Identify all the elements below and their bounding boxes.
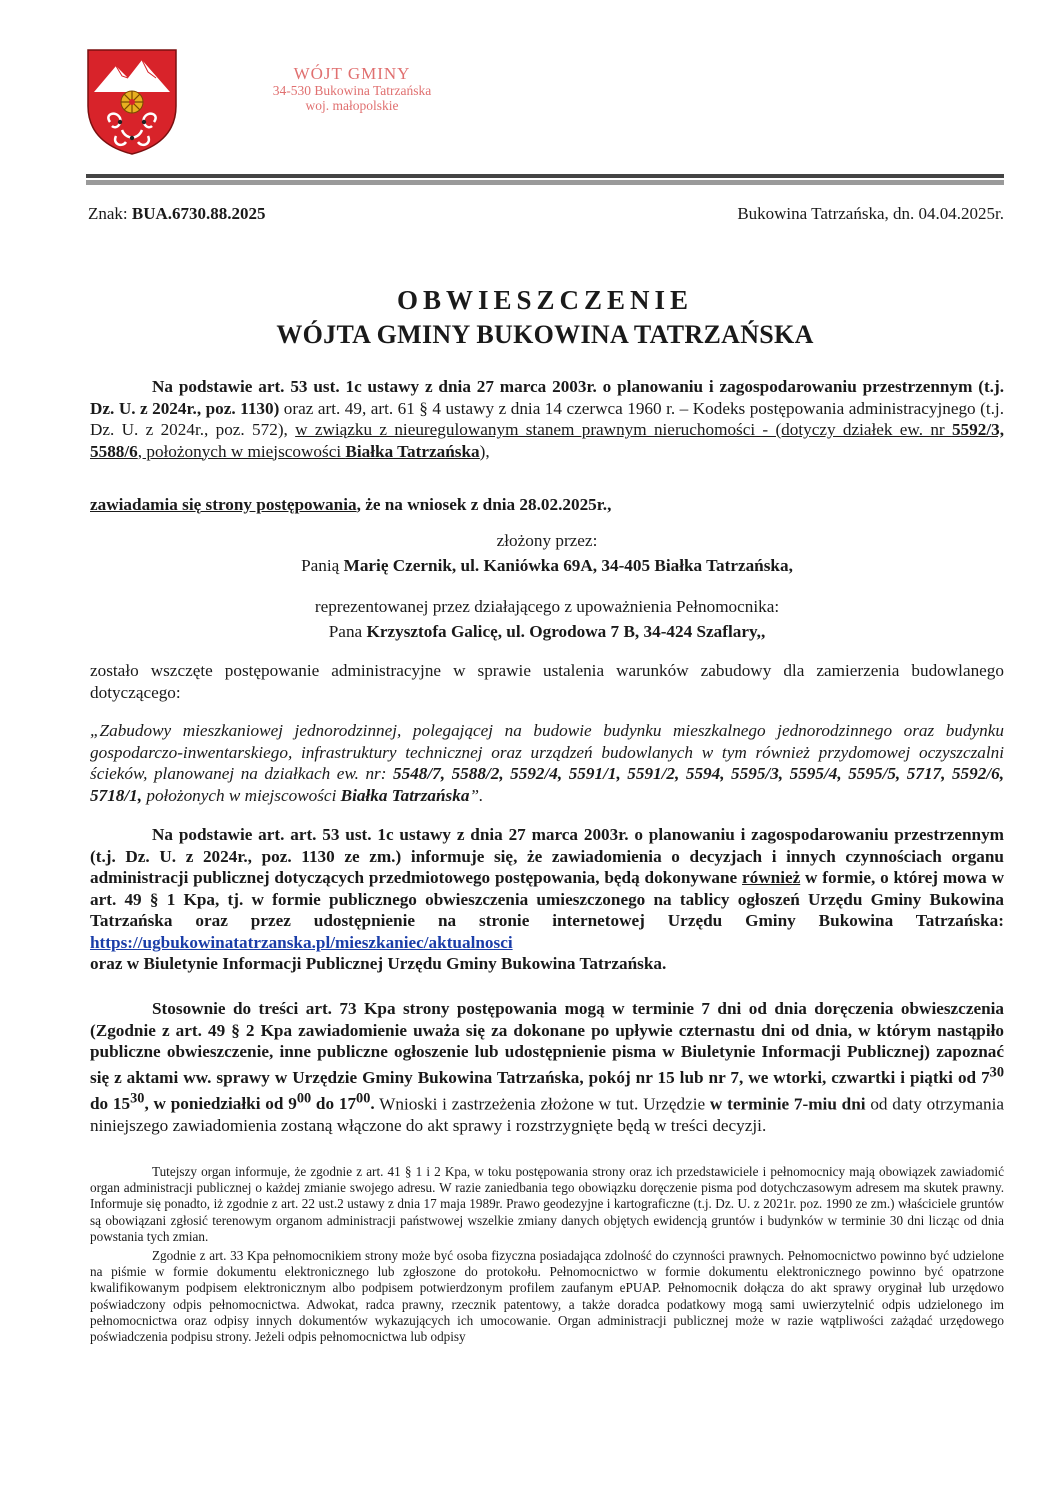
website-link[interactable]: https://ugbukowinatatrzanska.pl/mieszkaniec/aktualnosci: [90, 932, 513, 952]
intro-paragraph: Na podstawie art. 53 ust. 1c ustawy z dnia 27 marca 2003r. o planowaniu i zagospodarowaniu przestrzennym (t.j. Dz. U. z 2024r., poz. 1130) oraz art. 49, art. 61 § 4 ustawy z dnia 14 czerwca 1960 r. – Kodeks postępowania administracyjnego (t.j. Dz. U. z 2024r., poz. 572), w związku z nieuregulowanym stanem prawnym nieruchomości - (dotyczy działek ew. nr 5592/3, 5588/6, położonych w miejscowości Białka Tatrzańska),: [90, 377, 1005, 461]
representative-block: [90, 596, 1004, 642]
stamp-line-1: WÓJT GMINY: [293, 64, 411, 83]
header-divider-bottom: [86, 180, 1004, 185]
stamp-line-2: 34-530 Bukowina Tatrzańska: [272, 83, 432, 99]
notice-paragraph: zawiadamia się strony postępowania, że na wniosek z dnia 28.02.2025r.,: [90, 495, 612, 514]
document-subtitle: WÓJTA GMINY BUKOWINA TATRZAŃSKA: [276, 320, 814, 349]
header-divider-top: [86, 174, 1004, 178]
representative-label: reprezentowanej przez działającego z upoważnienia Pełnomocnika:: [314, 597, 780, 616]
document-title: OBWIESZCZENIE: [396, 285, 694, 315]
applicant-block: [90, 530, 1004, 576]
document-date: Bukowina Tatrzańska, dn. 04.04.2025r.: [737, 204, 1004, 223]
footnote-power-of-attorney: Zgodnie z art. 33 Kpa pełnomocnikiem strony może być osoba fizyczna posiadająca zdolność do czynności prawnych. Pełnomocnictwo powinno być udzielone na piśmie w formie dokumentu elektronicznego lub zgłoszone do protokołu. Pełnomocnictwo w formie dokumentu elektronicznego powinno być opatrzone kwalifikowanym podpisem elektronicznym albo podpisem potwierdzonym profilem zaufanym ePUAP. Pełnomocnik dołącza do akt sprawy oryginał lub urzędowo poświadczony odpis pełnomocnictwa. Adwokat, radca prawny, rzecznik patentowy, a także doradca podatkowy mogą sami uwierzytelnić odpis udzielonego im pełnomocnictwa oraz odpisy innych dokumentów wykazujących ich umocowanie. Organ administracji publicznej może w razie wątpliwości zażądać urzędowego poświadczenia podpisu strony. Jeżeli odpis pełnomocnictwa lub odpisy: [90, 1248, 1004, 1345]
initiated-paragraph: zostało wszczęte postępowanie administracyjne w sprawie ustalenia warunków zabudowy dla zamierzenia budowlanego dotyczącego:: [90, 661, 1004, 702]
reference-number: Znak: BUA.6730.88.2025: [88, 204, 266, 223]
stamp-line-3: woj. małopolskie: [305, 98, 399, 114]
coat-of-arms-logo: [86, 48, 178, 156]
office-stamp: [232, 64, 472, 113]
representative-name: Pana Krzysztofa Galicę, ul. Ogrodowa 7 B, 34-424 Szaflary,,: [328, 621, 766, 641]
applicant-name: Panią Marię Czernik, ul. Kaniówka 69A, 34-405 Białka Tatrzańska,: [301, 555, 793, 575]
applicant-label: złożony przez:: [496, 531, 598, 550]
rights-paragraph: Stosownie do treści art. 73 Kpa strony postępowania mogą w terminie 7 dni od dnia doręczenia obwieszczenia (Zgodnie z art. 49 § 2 Kpa zawiadomienie uważa się za dokonane po upływie czternastu dni od dnia, w którym nastąpiło publiczne obwieszczenie, inne publiczne ogłoszenie lub udostępnienie pisma w Biuletynie Informacji Publicznej) zapoznać się z aktami ww. sprawy w Urzędzie Gminy Bukowina Tatrzańska, pokój nr 15 lub nr 7, we wtorki, czwartki i piątki od $7^{30}$ do $15^{30}$, w poniedziałki od $9^{00}$ do $17^{00}$. Wnioski i zastrzeżenia złożone w tut. Urzędzie w terminie 7-miu dni od daty otrzymania niniejszego zawiadomienia zostaną włączone do akt sprawy i rozstrzygnięte będą w treści decyzji.: [90, 999, 1004, 1135]
footnote-address-change: Tutejszy organ informuje, że zgodnie z art. 41 § 1 i 2 Kpa, w toku postępowania strony oraz ich przedstawiciele i pełnomocnicy mają obowiązek zawiadomić organ administracji publicznej o każdej zmianie swojego adresu. W razie zaniedbania tego obowiązku doręczenie pisma pod dotychczasowym adresem ma skutek prawny. Informuje się ponadto, iż zgodnie z art. 22 ust.2 ustawy z dnia 17 maja 1989r. Prawo geodezyjne i kartograficzne (t.j. Dz. U. z 2021r. poz. 1990 ze zm.) właściciele gruntów są obowiązani zgłosić terenowym organom administracji państwowej wszelkie zmiany danych objętych ewidencją gruntów i budynków w terminie 30 dni licząc od dnia powstania tych zmian.: [90, 1164, 1004, 1244]
information-paragraph: Na podstawie art. art. 53 ust. 1c ustawy z dnia 27 marca 2003r. o planowaniu i zagospodarowaniu przestrzennym (t.j. Dz. U. z 2024r., poz. 1130 ze zm.) informuje się, że zawiadomienia o decyzjach i innych czynnościach organu administracji publicznej dotyczących przedmiotowego postępowania, będą dokonywane również w formie, o której mowa w art. 49 § 1 Kpa, tj. w formie publicznego obwieszczenia umieszczonego na tablicy ogłoszeń Urzędu Gminy Bukowina Tatrzańska oraz przez udostępnienie na stronie internetowej Urzędu Gminy Bukowina Tatrzańska: https://ugbukowinatatrzanska.pl/mieszkaniec/aktualnosci oraz w Biuletynie Informacji Publicznej Urzędu Gminy Bukowina Tatrzańska.: [90, 825, 1004, 973]
project-description: „Zabudowy mieszkaniowej jednorodzinnej, polegającej na budowie budynku mieszkalnego jednorodzinnego oraz budynku gospodarczo-inwentarskiego, infrastruktury technicznej oraz urządzeń budowlanych w tym również przydomowej oczyszczalni ścieków, planowanej na działkach ew. nr: 5548/7, 5588/2, 5592/4, 5591/1, 5591/2, 5594, 5595/3, 5595/4, 5595/5, 5717, 5592/6, 5718/1, położonych w miejscowości Białka Tatrzańska”.: [90, 721, 1005, 805]
